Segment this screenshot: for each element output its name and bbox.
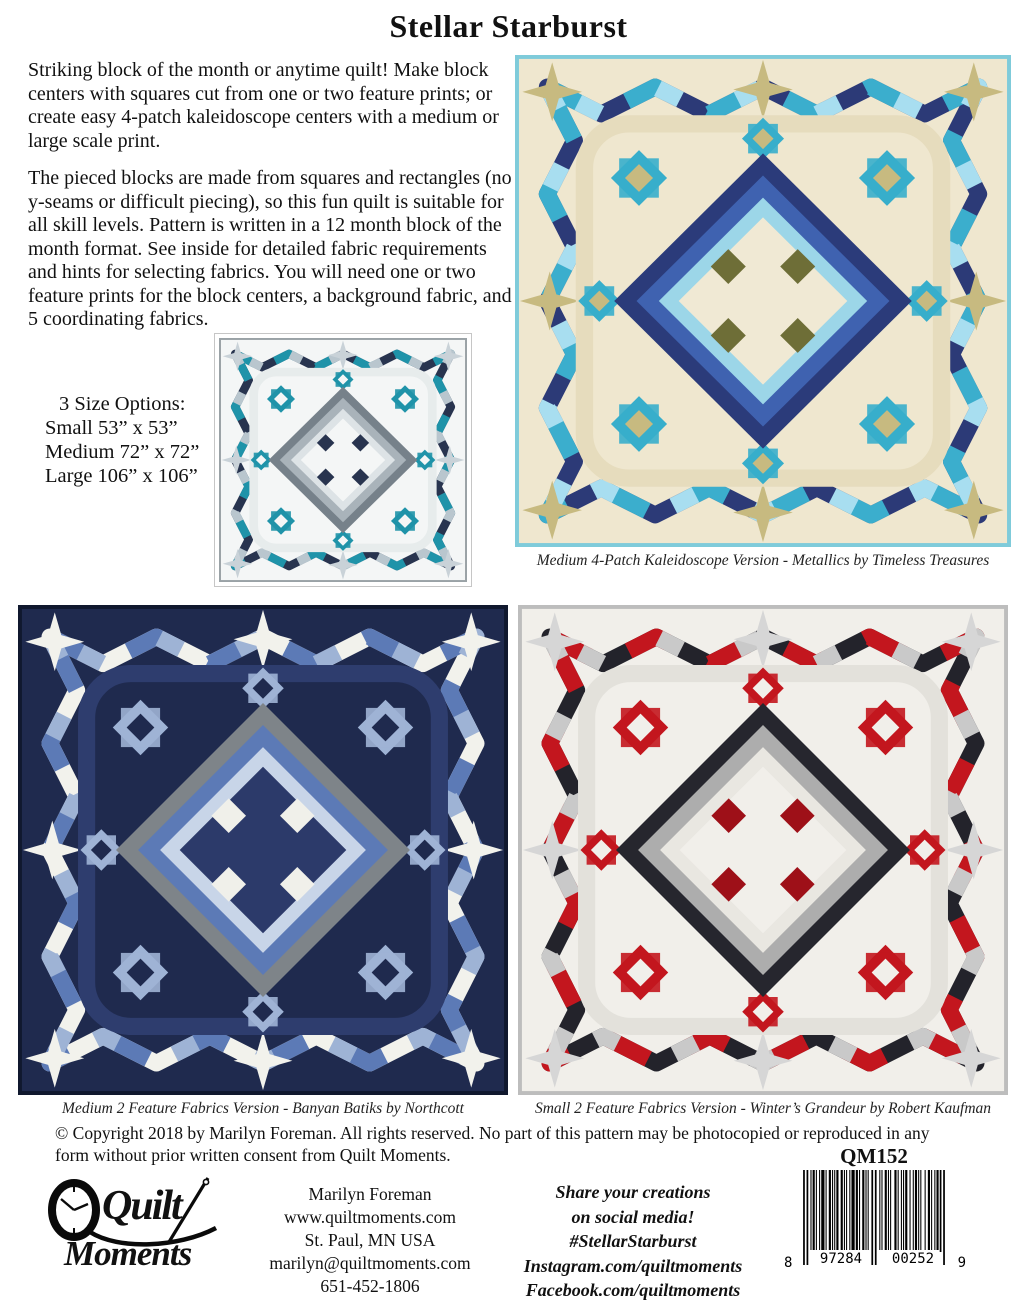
barcode-bar	[943, 1170, 945, 1265]
barcode-bar	[865, 1170, 866, 1250]
barcode-bar	[894, 1170, 896, 1250]
item-number: QM152	[840, 1144, 908, 1168]
quilt-figure-banyan	[18, 605, 508, 1118]
page-title: Stellar Starburst	[389, 8, 628, 44]
barcode-bar	[851, 1170, 854, 1250]
barcode-bar	[810, 1170, 811, 1250]
barcode-bar	[913, 1170, 914, 1250]
contact-email: marilyn@quiltmoments.com	[269, 1253, 471, 1273]
quilt-figure-metallics	[515, 55, 1011, 570]
quilt-image-metallics	[515, 55, 1011, 547]
barcode-bar	[925, 1170, 926, 1250]
barcode-bar	[832, 1170, 833, 1250]
barcode-bar	[890, 1170, 891, 1250]
contact-website: www.quiltmoments.com	[284, 1207, 456, 1227]
barcode-bar	[881, 1170, 882, 1250]
social-instagram: Instagram.com/quiltmoments	[523, 1255, 743, 1276]
quilt-figure-preview	[214, 333, 472, 587]
quilt-image-winters	[518, 605, 1008, 1095]
barcode-bar	[905, 1170, 907, 1250]
quilt-figure-winters	[518, 605, 1008, 1118]
quilt-caption-banyan: Medium 2 Feature Fabrics Version - Banyan Batiks by Northcott	[62, 1100, 464, 1117]
size-option-medium: Medium 72” x 72”	[45, 441, 200, 463]
barcode-bar	[836, 1170, 838, 1250]
social-hashtag: #StellarStarburst	[569, 1231, 697, 1251]
quilt-image-preview	[219, 338, 467, 582]
contact-location: St. Paul, MN USA	[304, 1230, 436, 1250]
quilt-caption-winters: Small 2 Feature Fabrics Version - Winter’s Grandeur by Robert Kaufman	[534, 1100, 992, 1117]
barcode-bar	[813, 1170, 815, 1250]
size-options-heading: 3 Size Options:	[59, 393, 186, 415]
size-option-large: Large 106” x 106”	[45, 465, 198, 487]
copyright-notice: © Copyright 2018 by Marilyn Foreman. All rights reserved. No part of this pattern may be photocopied or reproduced in any form without prior written consent from Quilt Moments.	[55, 1123, 930, 1165]
barcode-bar	[821, 1170, 824, 1250]
quilt-caption-metallics: Medium 4-Patch Kaleidoscope Version - Metallics by Timeless Treasures	[536, 552, 990, 569]
barcode-bar	[807, 1170, 809, 1265]
barcode-bar	[879, 1170, 880, 1250]
logo-word-moments: Moments	[64, 1234, 192, 1273]
social-line-1: Share your creations	[555, 1182, 711, 1202]
size-option-small: Small 53” x 53”	[45, 417, 178, 439]
barcode-bar	[803, 1170, 805, 1265]
barcode-bar	[918, 1170, 919, 1250]
barcode-bar	[934, 1170, 935, 1250]
barcode-bar	[920, 1170, 921, 1250]
barcode-digit-group2: 00252	[884, 1252, 942, 1266]
contact-block	[252, 1183, 488, 1298]
barcode-bar	[875, 1170, 877, 1265]
clock-hand-icon	[61, 1199, 74, 1210]
barcode-bar	[910, 1170, 911, 1250]
social-facebook: Facebook.com/quiltmoments	[525, 1280, 741, 1300]
barcode-bar	[885, 1170, 887, 1250]
clock-hand-icon	[74, 1204, 88, 1210]
barcode-bar	[868, 1170, 869, 1250]
barcode-bar	[826, 1170, 827, 1250]
barcode-bar	[928, 1170, 930, 1250]
barcode	[784, 1170, 966, 1278]
barcode-bar	[903, 1170, 904, 1250]
barcode-bar	[940, 1170, 942, 1265]
barcode-bar	[834, 1170, 835, 1250]
barcode-bar	[849, 1170, 850, 1250]
social-block	[502, 1180, 764, 1300]
barcode-digit-left: 8	[784, 1255, 793, 1271]
social-line-2: on social media!	[571, 1206, 695, 1227]
barcode-bar	[819, 1170, 820, 1250]
barcode-digit-right: 9	[957, 1255, 966, 1271]
barcode-bar	[871, 1170, 873, 1265]
barcode-bar	[859, 1170, 860, 1250]
barcode-bar	[915, 1170, 917, 1250]
contact-phone: 651-452-1806	[320, 1276, 420, 1296]
intro-paragraph-1: Striking block of the month or anytime quilt! Make block centers with squares cut from one or two feature prints; or create easy 4-patch kaleidoscope centers with a medium or large scale print.	[28, 59, 499, 152]
contact-name: Marilyn Foreman	[308, 1184, 432, 1204]
barcode-bar	[856, 1170, 858, 1250]
barcode-bar	[844, 1170, 845, 1250]
barcode-bar	[862, 1170, 864, 1250]
barcode-bar	[936, 1170, 938, 1250]
barcode-bar	[829, 1170, 831, 1250]
barcode-bar	[816, 1170, 817, 1250]
barcode-bar	[888, 1170, 889, 1250]
needle-eye-icon	[203, 1179, 208, 1184]
barcode-digit-group1: 97284	[812, 1252, 870, 1266]
intro-paragraph-2: The pieced blocks are made from squares and rectangles (no y-seams or difficult piecing), so this fun quilt is suitable for all skill levels. Pattern is written in a 12 month block of the month format. See inside for detailed fabric requirements and hints for selecting fabrics. You will need one or two feature prints for the block centers, a background fabric, and 5 coordinating fabrics.	[28, 167, 512, 330]
barcode-bar	[846, 1170, 847, 1250]
barcode-bar	[841, 1170, 843, 1250]
logo-word-quilt: Quilt	[102, 1183, 181, 1229]
quilt-moments-logo	[48, 1176, 248, 1294]
quilt-image-banyan	[18, 605, 508, 1095]
barcode-bar	[931, 1170, 932, 1250]
barcode-block	[784, 1144, 966, 1294]
barcode-bar	[901, 1170, 902, 1250]
barcode-bar	[898, 1170, 899, 1250]
